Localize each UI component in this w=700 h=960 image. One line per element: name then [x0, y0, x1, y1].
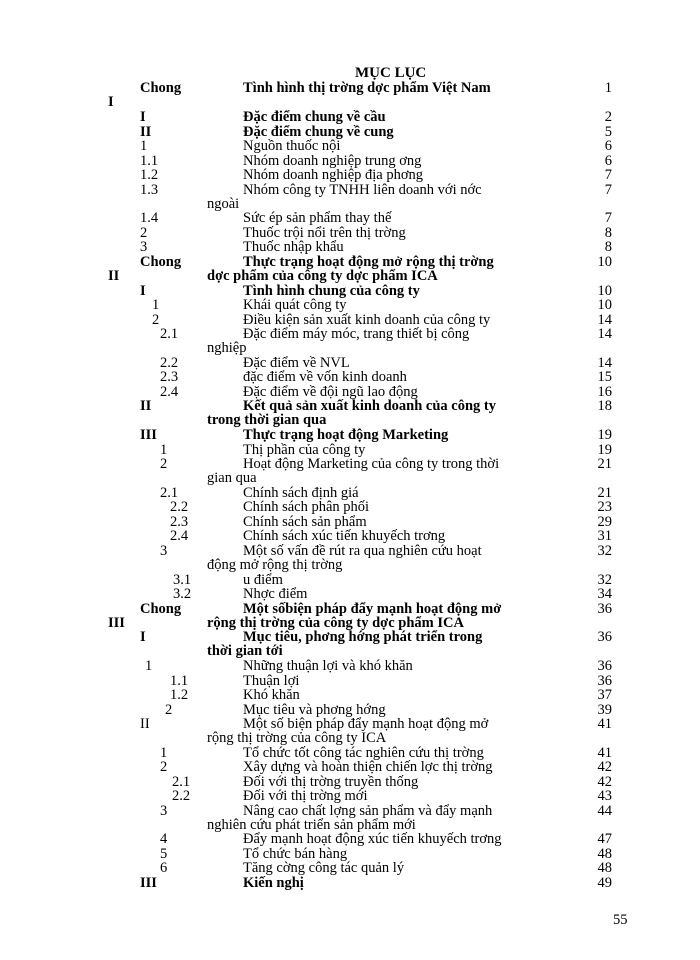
toc-entry-number: Chong	[140, 80, 182, 96]
toc-entry-number: Chong	[140, 254, 182, 270]
toc-entry-page: 29	[597, 514, 612, 530]
toc-entry-number: 1.2	[140, 167, 159, 183]
toc-entry-page: 7	[604, 167, 612, 183]
toc-entry-page: 19	[597, 442, 612, 458]
toc-entry-number: 1	[160, 442, 168, 458]
toc-entry-number: 1.2	[170, 687, 189, 703]
toc-entry-page: 34	[597, 586, 612, 602]
toc-entry-title: Những thuận lợi và khó khăn	[243, 658, 413, 674]
toc-entry-number: II	[140, 716, 150, 732]
toc-entry-title: Một số vấn đề rút ra qua nghiên cứu hoạt	[243, 543, 482, 559]
toc-entry-title-continued: rộng thị trờng của công ty dợc phẩm ICA	[207, 615, 464, 631]
toc-entry-title: Thực trạng hoạt động mở rộng thị trờng	[243, 254, 494, 270]
toc-entry-title: Nhợc điểm	[243, 586, 308, 602]
toc-entry-page: 7	[604, 210, 612, 226]
page-number: 55	[613, 912, 628, 928]
toc-entry-page: 7	[604, 182, 612, 198]
toc-entry-page: 18	[597, 398, 612, 414]
toc-entry-title: Đối với thị trờng mới	[243, 788, 368, 804]
toc-entry-number: 1	[152, 297, 160, 313]
toc-entry-title: Đặc điểm chung về cung	[243, 124, 394, 140]
toc-entry-title: Nguồn thuốc nội	[243, 138, 341, 154]
toc-entry-number: 5	[160, 846, 168, 862]
toc-entry-number: I	[140, 109, 146, 125]
toc-entry-page: 10	[597, 254, 612, 270]
toc-entry-number: 2.1	[160, 326, 179, 342]
toc-entry-page: 8	[604, 225, 612, 241]
toc-entry-number: 6	[160, 860, 168, 876]
toc-entry-title: Thuận lợi	[243, 673, 300, 689]
toc-entry-title: Chính sách sản phẩm	[243, 514, 367, 530]
toc-entry-title: Kiến nghị	[243, 875, 304, 891]
toc-entry-title: Tăng cờng công tác quản lý	[243, 860, 405, 876]
toc-entry-number: 2.2	[160, 355, 179, 371]
toc-entry-number: 2.1	[172, 774, 191, 790]
toc-entry-number: II	[140, 398, 152, 414]
toc-entry-page: 21	[597, 456, 612, 472]
toc-entry-title-continued: trong thời gian qua	[207, 412, 327, 428]
toc-entry-title: Tổ chức tốt công tác nghiên cứu thị trờng	[243, 745, 484, 761]
toc-entry-title: Thuốc trội nổi trên thị trờng	[243, 225, 406, 241]
toc-entry-title: Hoạt động Marketing của công ty trong thời	[243, 456, 500, 472]
toc-title: MỤC LỤC	[355, 65, 427, 81]
toc-entry-page: 44	[597, 803, 612, 819]
toc-entry-title: Nâng cao chất lợng sản phẩm và đẩy mạnh	[243, 803, 493, 819]
toc-entry-page: 19	[597, 427, 612, 443]
toc-entry-page: 10	[597, 297, 612, 313]
toc-entry-title: Đặc điểm máy móc, trang thiết bị công	[243, 326, 470, 342]
toc-entry-number: III	[140, 427, 157, 443]
toc-entry-number: I	[140, 629, 146, 645]
toc-entry-title: đặc điểm về vốn kinh doanh	[243, 369, 407, 385]
toc-entry-number: 2	[140, 225, 148, 241]
toc-entry-title: Một số biện pháp đẩy mạnh hoạt động mở	[243, 716, 489, 732]
toc-entry-number: 1.3	[140, 182, 159, 198]
toc-entry-page: 42	[597, 759, 612, 775]
toc-entry-number: 2.4	[160, 384, 179, 400]
toc-entry-title: Tình hình thị trờng dợc phẩm Việt Nam	[243, 80, 491, 96]
toc-entry-title: Đẩy mạnh hoạt động xúc tiến khuyếch trơng	[243, 831, 502, 847]
toc-entry-page: 48	[597, 846, 612, 862]
toc-entry-title: Đối với thị trờng truyền thống	[243, 774, 419, 790]
toc-entry-title: Khái quát công ty	[243, 297, 347, 313]
toc-entry-number: 1	[140, 138, 148, 154]
toc-entry-page: 36	[597, 673, 612, 689]
toc-entry-title-continued: ngoài	[207, 196, 240, 212]
toc-chapter-roman: II	[108, 268, 120, 284]
toc-entry-number: 2	[165, 702, 173, 718]
toc-entry-page: 21	[597, 485, 612, 501]
toc-entry-title-continued: nghiên cứu phát triển sản phẩm mới	[207, 817, 416, 833]
toc-entry-title: Đặc điểm về đội ngũ lao động	[243, 384, 418, 400]
toc-entry-title: Tình hình chung của công ty	[243, 283, 420, 299]
toc-entry-number: 3	[160, 543, 168, 559]
toc-entry-page: 32	[597, 543, 612, 559]
toc-entry-page: 39	[597, 702, 612, 718]
toc-entry-number: 1	[160, 745, 168, 761]
toc-entry-title-continued: gian qua	[207, 470, 257, 486]
toc-entry-title-continued: rộng thị trờng của công ty ICA	[207, 730, 387, 746]
toc-entry-number: 2.2	[170, 499, 189, 515]
toc-entry-page: 36	[597, 601, 612, 617]
toc-entry-page: 41	[597, 716, 612, 732]
toc-entry-page: 8	[604, 239, 612, 255]
toc-entry-title: Thực trạng hoạt động Marketing	[243, 427, 449, 443]
toc-entry-title: Mục tiêu, phơng hớng phát triển trong	[243, 629, 483, 645]
toc-entry-title: Điều kiện sản xuất kinh doanh của công ty	[243, 312, 491, 328]
toc-entry-page: 1	[604, 80, 612, 96]
toc-entry-title: Thị phần của công ty	[243, 442, 366, 458]
toc-entry-number: 2.3	[170, 514, 189, 530]
toc-entry-page: 49	[597, 875, 612, 891]
toc-entry-title: Nhóm doanh nghiệp địa phơng	[243, 167, 424, 183]
toc-entry-title: Đặc điểm về NVL	[243, 355, 350, 371]
toc-entry-page: 36	[597, 629, 612, 645]
toc-entry-number: 4	[160, 831, 168, 847]
toc-entry-title: Một sốbiện pháp đẩy mạnh hoạt động mở	[243, 601, 502, 617]
toc-entry-page: 42	[597, 774, 612, 790]
toc-entry-number: Chong	[140, 601, 182, 617]
toc-entry-number: 3.2	[173, 586, 192, 602]
toc-entry-number: I	[140, 283, 146, 299]
toc-entry-number: 2.2	[172, 788, 191, 804]
toc-entry-title-continued: nghiệp	[207, 340, 247, 356]
toc-entry-title: Khó khăn	[243, 687, 300, 703]
toc-entry-number: 3	[140, 239, 148, 255]
toc-entry-number: 1.4	[140, 210, 159, 226]
toc-entry-title: Nhóm doanh nghiệp trung ơng	[243, 153, 422, 169]
toc-entry-title: Chính sách phân phối	[243, 499, 370, 515]
toc-entry-title: Chính sách định giá	[243, 485, 359, 501]
toc-entry-page: 23	[597, 499, 612, 515]
toc-entry-title: Kết quả sản xuất kinh doanh của công ty	[243, 398, 497, 414]
toc-chapter-roman: III	[108, 615, 125, 631]
toc-entry-page: 5	[604, 124, 612, 140]
toc-entry-number: 2.4	[170, 528, 189, 544]
toc-entry-title: Nhóm công ty TNHH liên doanh với nớc	[243, 182, 482, 198]
toc-entry-number: 2	[160, 759, 168, 775]
toc-entry-title: Sức ép sản phẩm thay thế	[243, 210, 392, 226]
toc-entry-number: 2	[160, 456, 168, 472]
toc-entry-page: 2	[604, 109, 612, 125]
toc-entry-title: Thuốc nhập khẩu	[243, 239, 344, 255]
toc-entry-number: 1	[145, 658, 153, 674]
toc-entry-page: 37	[597, 687, 612, 703]
toc-entry-page: 36	[597, 658, 612, 674]
toc-entry-title: Mục tiêu và phơng hớng	[243, 702, 386, 718]
toc-entry-number: 2.3	[160, 369, 179, 385]
toc-entry-page: 14	[597, 355, 612, 371]
toc-entry-title: u điểm	[243, 572, 283, 588]
toc-chapter-roman: I	[108, 94, 114, 110]
toc-entry-title: Tổ chức bán hàng	[243, 846, 348, 862]
toc-entry-page: 48	[597, 860, 612, 876]
toc-entry-page: 16	[597, 384, 612, 400]
toc-entry-page: 41	[597, 745, 612, 761]
toc-entry-page: 47	[597, 831, 612, 847]
toc-entry-number: 3	[160, 803, 168, 819]
toc-entry-title: Đặc điểm chung về cầu	[243, 109, 386, 125]
toc-entry-page: 14	[597, 312, 612, 328]
toc-entry-number: 3.1	[173, 572, 192, 588]
toc-entry-number: 1.1	[140, 153, 159, 169]
toc-entry-number: III	[140, 875, 157, 891]
toc-entry-title-continued: dợc phẩm của công ty dợc phẩm ICA	[207, 268, 438, 284]
toc-entry-page: 6	[604, 153, 612, 169]
toc-entry-page: 10	[597, 283, 612, 299]
toc-entry-page: 43	[597, 788, 612, 804]
toc-entry-number: II	[140, 124, 152, 140]
toc-entry-title: Chính sách xúc tiến khuyếch trơng	[243, 528, 446, 544]
toc-entry-page: 32	[597, 572, 612, 588]
toc-entry-page: 15	[597, 369, 612, 385]
toc-entry-number: 2	[152, 312, 160, 328]
toc-entry-number: 1.1	[170, 673, 189, 689]
toc-entry-page: 6	[604, 138, 612, 154]
toc-entry-page: 14	[597, 326, 612, 342]
toc-entry-title-continued: thời gian tới	[207, 643, 283, 659]
toc-entry-title-continued: động mở rộng thị trờng	[207, 557, 343, 573]
toc-entry-number: 2.1	[160, 485, 179, 501]
toc-entry-page: 31	[597, 528, 612, 544]
toc-entry-title: Xây dựng và hoàn thiện chiến lợc thị trờng	[243, 759, 493, 775]
